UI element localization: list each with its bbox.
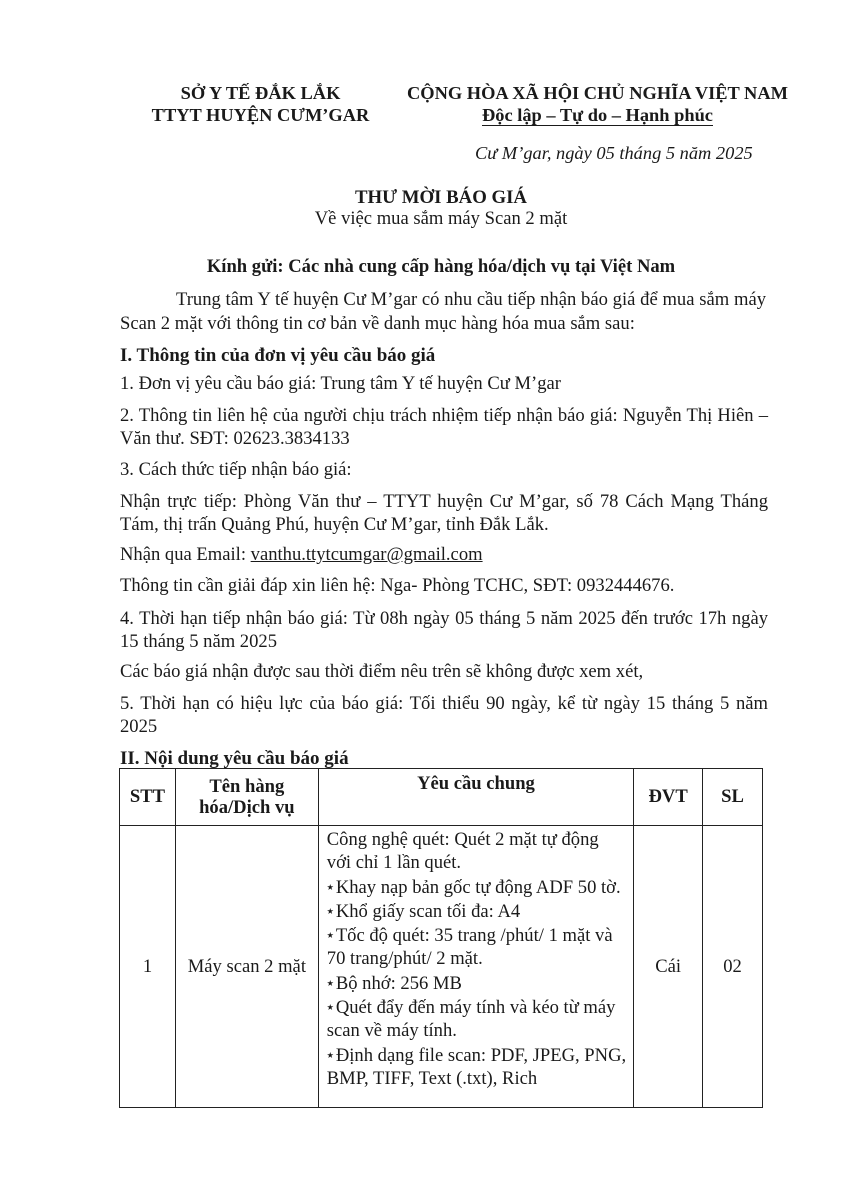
requirement-item <box>327 923 627 971</box>
row-requirements <box>318 826 633 1108</box>
national-title <box>395 82 800 126</box>
star-bullet-icon: ⭑ <box>326 999 334 1015</box>
national-title-line-1: CỘNG HÒA XÃ HỘI CHỦ NGHĨA VIỆT NAM <box>407 83 788 103</box>
motto-text: Độc lập – Tự do – Hạnh phúc <box>482 105 713 125</box>
star-bullet-icon: ⭑ <box>326 902 334 918</box>
row-unit: Cái <box>634 826 703 1108</box>
requirement-item <box>327 1043 627 1091</box>
document-title: THƯ MỜI BÁO GIÁ <box>355 187 527 208</box>
email-line <box>120 544 766 566</box>
section-2-heading: II. Nội dung yêu cầu báo giá <box>120 748 349 769</box>
star-bullet-icon: ⭑ <box>326 1046 334 1062</box>
email-link[interactable]: vanthu.ttytcumgar@gmail.com <box>250 544 483 565</box>
requirement-text: Khay nạp bản gốc tự động ADF 50 tờ. <box>335 876 621 898</box>
star-bullet-icon: ⭑ <box>326 878 334 894</box>
requirement-item <box>327 899 627 923</box>
section-1-item-4: 4. Thời hạn tiếp nhận báo giá: Từ 08h ngày 05 tháng 5 năm 2025 đến trước 17h ngày 15 tháng 5 năm 2025 <box>120 608 768 652</box>
table-header-row <box>120 769 763 826</box>
section-1-heading: I. Thông tin của đơn vị yêu cầu báo giá <box>120 345 436 366</box>
requirement-first: Công nghệ quét: Quét 2 mặt tự động với chỉ 1 lần quét. <box>326 829 599 874</box>
late-note: Các báo giá nhận được sau thời điểm nêu trên sẽ không được xem xét, <box>120 661 644 682</box>
email-label: Nhận qua Email: <box>120 544 251 565</box>
column-header-stt: STT <box>120 769 176 826</box>
column-header-item-name: Tên hàng hóa/Dịch vụ <box>175 769 318 826</box>
agency-name <box>118 82 403 126</box>
direct-submission: Nhận trực tiếp: Phòng Văn thư – TTYT huyện Cư M’gar, số 78 Cách Mạng Tháng Tám, thị trấn Quảng Phú, huyện Cư M’gar, tỉnh Đắk Lắk. <box>120 491 768 535</box>
column-header-qty: SL <box>703 769 763 826</box>
column-header-requirements: Yêu cầu chung <box>318 769 633 826</box>
section-1-item-5: 5. Thời hạn có hiệu lực của báo giá: Tối thiểu 90 ngày, kể từ ngày 15 tháng 5 năm 2025 <box>120 693 768 737</box>
contact-line: Thông tin cần giải đáp xin liên hệ: Nga- Phòng TCHC, SĐT: 0932444676. <box>120 575 675 596</box>
requirement-text: Quét đẩy đến máy tính và kéo từ máy scan về máy tính. <box>326 997 616 1042</box>
column-header-unit: ĐVT <box>634 769 703 826</box>
agency-line-2: TTYT HUYỆN CƯM’GAR <box>151 105 370 125</box>
place-date: Cư M’gar, ngày 05 tháng 5 năm 2025 <box>475 143 753 163</box>
requirement-text: Khổ giấy scan tối đa: A4 <box>335 900 521 922</box>
requirement-text: Tốc độ quét: 35 trang /phút/ 1 mặt và 70 trang/phút/ 2 mặt. <box>326 925 613 970</box>
request-table <box>119 768 763 1108</box>
requirement-item <box>327 995 627 1043</box>
recipient: Kính gửi: Các nhà cung cấp hàng hóa/dịch vụ tại Việt Nam <box>206 256 676 277</box>
table-row <box>120 826 763 1108</box>
section-1-item-3: 3. Cách thức tiếp nhận báo giá: <box>120 459 352 480</box>
star-bullet-icon: ⭑ <box>326 974 334 990</box>
star-bullet-icon: ⭑ <box>326 927 334 943</box>
section-1-item-2: 2. Thông tin liên hệ của người chịu trách nhiệm tiếp nhận báo giá: Nguyễn Thị Hiên – Văn thư. SĐT: 02623.3834133 <box>120 405 768 449</box>
intro-paragraph: Trung tâm Y tế huyện Cư M’gar có nhu cầu tiếp nhận báo giá để mua sắm máy Scan 2 mặt với thông tin cơ bản về danh mục hàng hóa mua sắm sau: <box>120 289 766 334</box>
agency-line-1: SỞ Y TẾ ĐẮK LẮK <box>180 83 341 103</box>
requirement-item <box>327 971 627 995</box>
row-stt: 1 <box>120 826 176 1108</box>
requirement-text: Bộ nhớ: 256 MB <box>335 972 462 994</box>
requirement-text: Định dạng file scan: PDF, JPEG, PNG, BMP, TIFF, Text (.txt), Rich <box>326 1044 627 1089</box>
national-motto <box>395 104 800 126</box>
document-subtitle: Về việc mua sắm máy Scan 2 mặt <box>314 208 568 229</box>
section-1-item-1: 1. Đơn vị yêu cầu báo giá: Trung tâm Y tế huyện Cư M’gar <box>120 373 561 394</box>
row-qty: 02 <box>703 826 763 1108</box>
requirement-item <box>327 875 627 899</box>
row-item-name: Máy scan 2 mặt <box>175 826 318 1108</box>
